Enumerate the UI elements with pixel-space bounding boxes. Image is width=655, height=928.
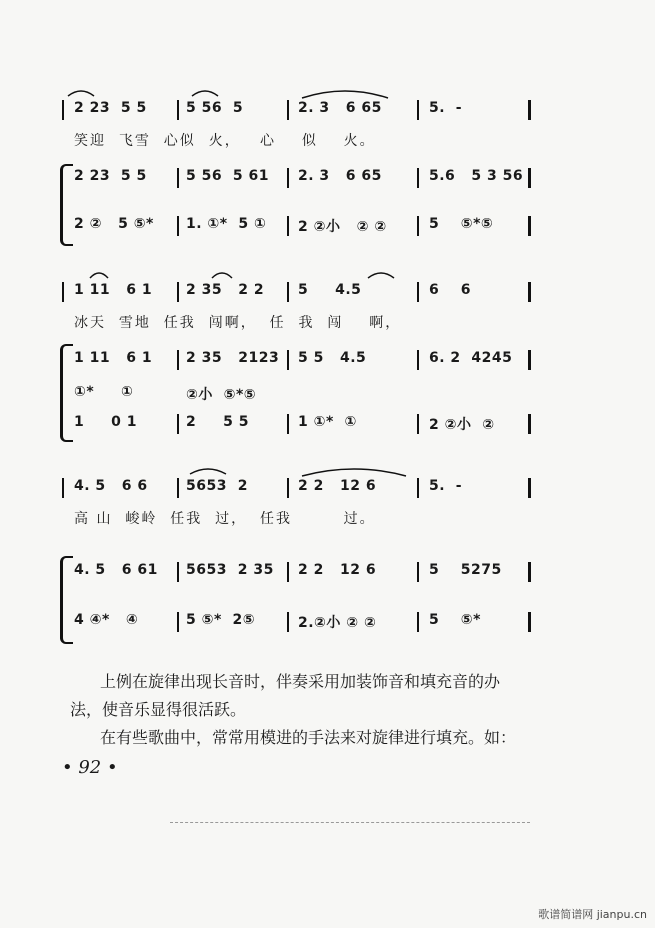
barline: [528, 350, 531, 370]
barline: [417, 350, 419, 370]
barline: [177, 168, 179, 188]
lower-row: [62, 612, 532, 632]
barline: [417, 100, 419, 120]
barline: [287, 414, 289, 434]
measure: 5 56 5 61: [186, 168, 269, 184]
barline: [177, 562, 179, 582]
lower-row-1: [62, 384, 532, 404]
watermark: 歌谱简谱网 jianpu.cn: [538, 908, 647, 921]
measure: 1 11 6 1: [74, 282, 153, 298]
barline: [528, 612, 531, 632]
barline: [528, 216, 531, 236]
barline: [287, 216, 289, 236]
measure: 5 56 5: [186, 100, 244, 116]
barline: [528, 100, 531, 120]
measure: 5 4.5: [298, 282, 362, 298]
upper-row: [62, 350, 532, 370]
measure: 2.②小 ② ②: [298, 615, 377, 631]
barline: [287, 350, 289, 370]
measure: 2 2 12 6: [298, 478, 377, 494]
lower-row: [62, 216, 532, 236]
slur: [88, 270, 110, 280]
barline: [417, 414, 419, 434]
measure: 5. -: [429, 478, 463, 494]
measure: 4 ④* ④: [74, 612, 139, 628]
melody-row: [62, 100, 532, 120]
barline: [417, 168, 419, 188]
upper-row: [62, 168, 532, 188]
barline: [62, 282, 64, 302]
measure: 2 35 2123: [186, 350, 280, 366]
measure: 2 ②小 ② ②: [298, 219, 387, 235]
measure: 4. 5 6 61: [74, 562, 158, 578]
lyric-line: 高 山 峻岭 任我 过， 任我 过。: [74, 511, 376, 527]
barline: [528, 282, 531, 302]
measure: 5653 2: [186, 478, 248, 494]
measure: 2 ② 5 ⑤*: [74, 216, 154, 232]
barline: [177, 612, 179, 632]
measure: 2 2 12 6: [298, 562, 377, 578]
measure: 2 5 5: [186, 414, 249, 430]
barline: [417, 478, 419, 498]
slur: [210, 270, 234, 280]
barline: [287, 562, 289, 582]
measure: ①* ①: [74, 384, 134, 400]
slur: [300, 466, 408, 478]
slur: [188, 466, 228, 476]
melody-row: [62, 282, 532, 302]
barline: [287, 612, 289, 632]
measure: 2. 3 6 65: [298, 168, 382, 184]
barline: [177, 216, 179, 236]
barline: [528, 168, 531, 188]
measure: 6. 2 4245: [429, 350, 513, 366]
measure: 1 ①* ①: [298, 414, 357, 430]
measure: 1 11 6 1: [74, 350, 153, 366]
slur: [300, 88, 390, 100]
barline: [287, 478, 289, 498]
slur: [366, 270, 396, 280]
measure: 5 5275: [429, 562, 502, 578]
barline: [528, 478, 531, 498]
measure: 5 ⑤* 2⑤: [186, 612, 256, 628]
slur: [66, 88, 96, 98]
measure: 5 ⑤*: [429, 612, 481, 628]
barline: [62, 100, 64, 120]
barline: [287, 282, 289, 302]
measure: 2 35 2 2: [186, 282, 265, 298]
barline: [528, 562, 531, 582]
measure: 2 23 5 5: [74, 100, 147, 116]
slur: [190, 88, 220, 98]
measure: 4. 5 6 6: [74, 478, 148, 494]
lower-row-2: [62, 414, 532, 434]
barline: [177, 478, 179, 498]
page-number: • 92 •: [62, 757, 118, 778]
barline: [417, 612, 419, 632]
paragraph-line: 法，使音乐显得很活跃。: [70, 700, 247, 719]
barline: [287, 168, 289, 188]
barline: [528, 414, 531, 434]
footer-rule: [170, 822, 530, 823]
barline: [177, 350, 179, 370]
barline: [417, 562, 419, 582]
upper-row: [62, 562, 532, 582]
barline: [287, 100, 289, 120]
measure: 1. ①* 5 ①: [186, 216, 267, 232]
lyric-line: 笑迎 飞雪 心似 火， 心 似 火。: [74, 133, 376, 149]
lyric-line: 冰天 雪地 任我 闯啊， 任 我 闯 啊，: [74, 315, 402, 331]
barline: [177, 414, 179, 434]
measure: 2. 3 6 65: [298, 100, 382, 116]
melody-row: [62, 478, 532, 498]
measure: 5653 2 35: [186, 562, 274, 578]
paragraph-line: 在有些歌曲中，常常用模进的手法来对旋律进行填充。如：: [100, 728, 517, 747]
measure: 1 0 1: [74, 414, 137, 430]
measure: 5 5 4.5: [298, 350, 367, 366]
barline: [417, 216, 419, 236]
measure: 5.6 5 3 56: [429, 168, 524, 184]
measure: 2 ②小 ②: [429, 417, 495, 433]
barline: [62, 478, 64, 498]
measure: 5. -: [429, 100, 463, 116]
measure: 5 ⑤*⑤: [429, 216, 494, 232]
measure: 6 6: [429, 282, 471, 298]
barline: [417, 282, 419, 302]
paragraph-line: 上例在旋律出现长音时，伴奏采用加装饰音和填充音的办: [100, 672, 501, 691]
barline: [177, 282, 179, 302]
measure: 2 23 5 5: [74, 168, 147, 184]
barline: [177, 100, 179, 120]
measure: ②小 ⑤*⑤: [186, 387, 257, 403]
